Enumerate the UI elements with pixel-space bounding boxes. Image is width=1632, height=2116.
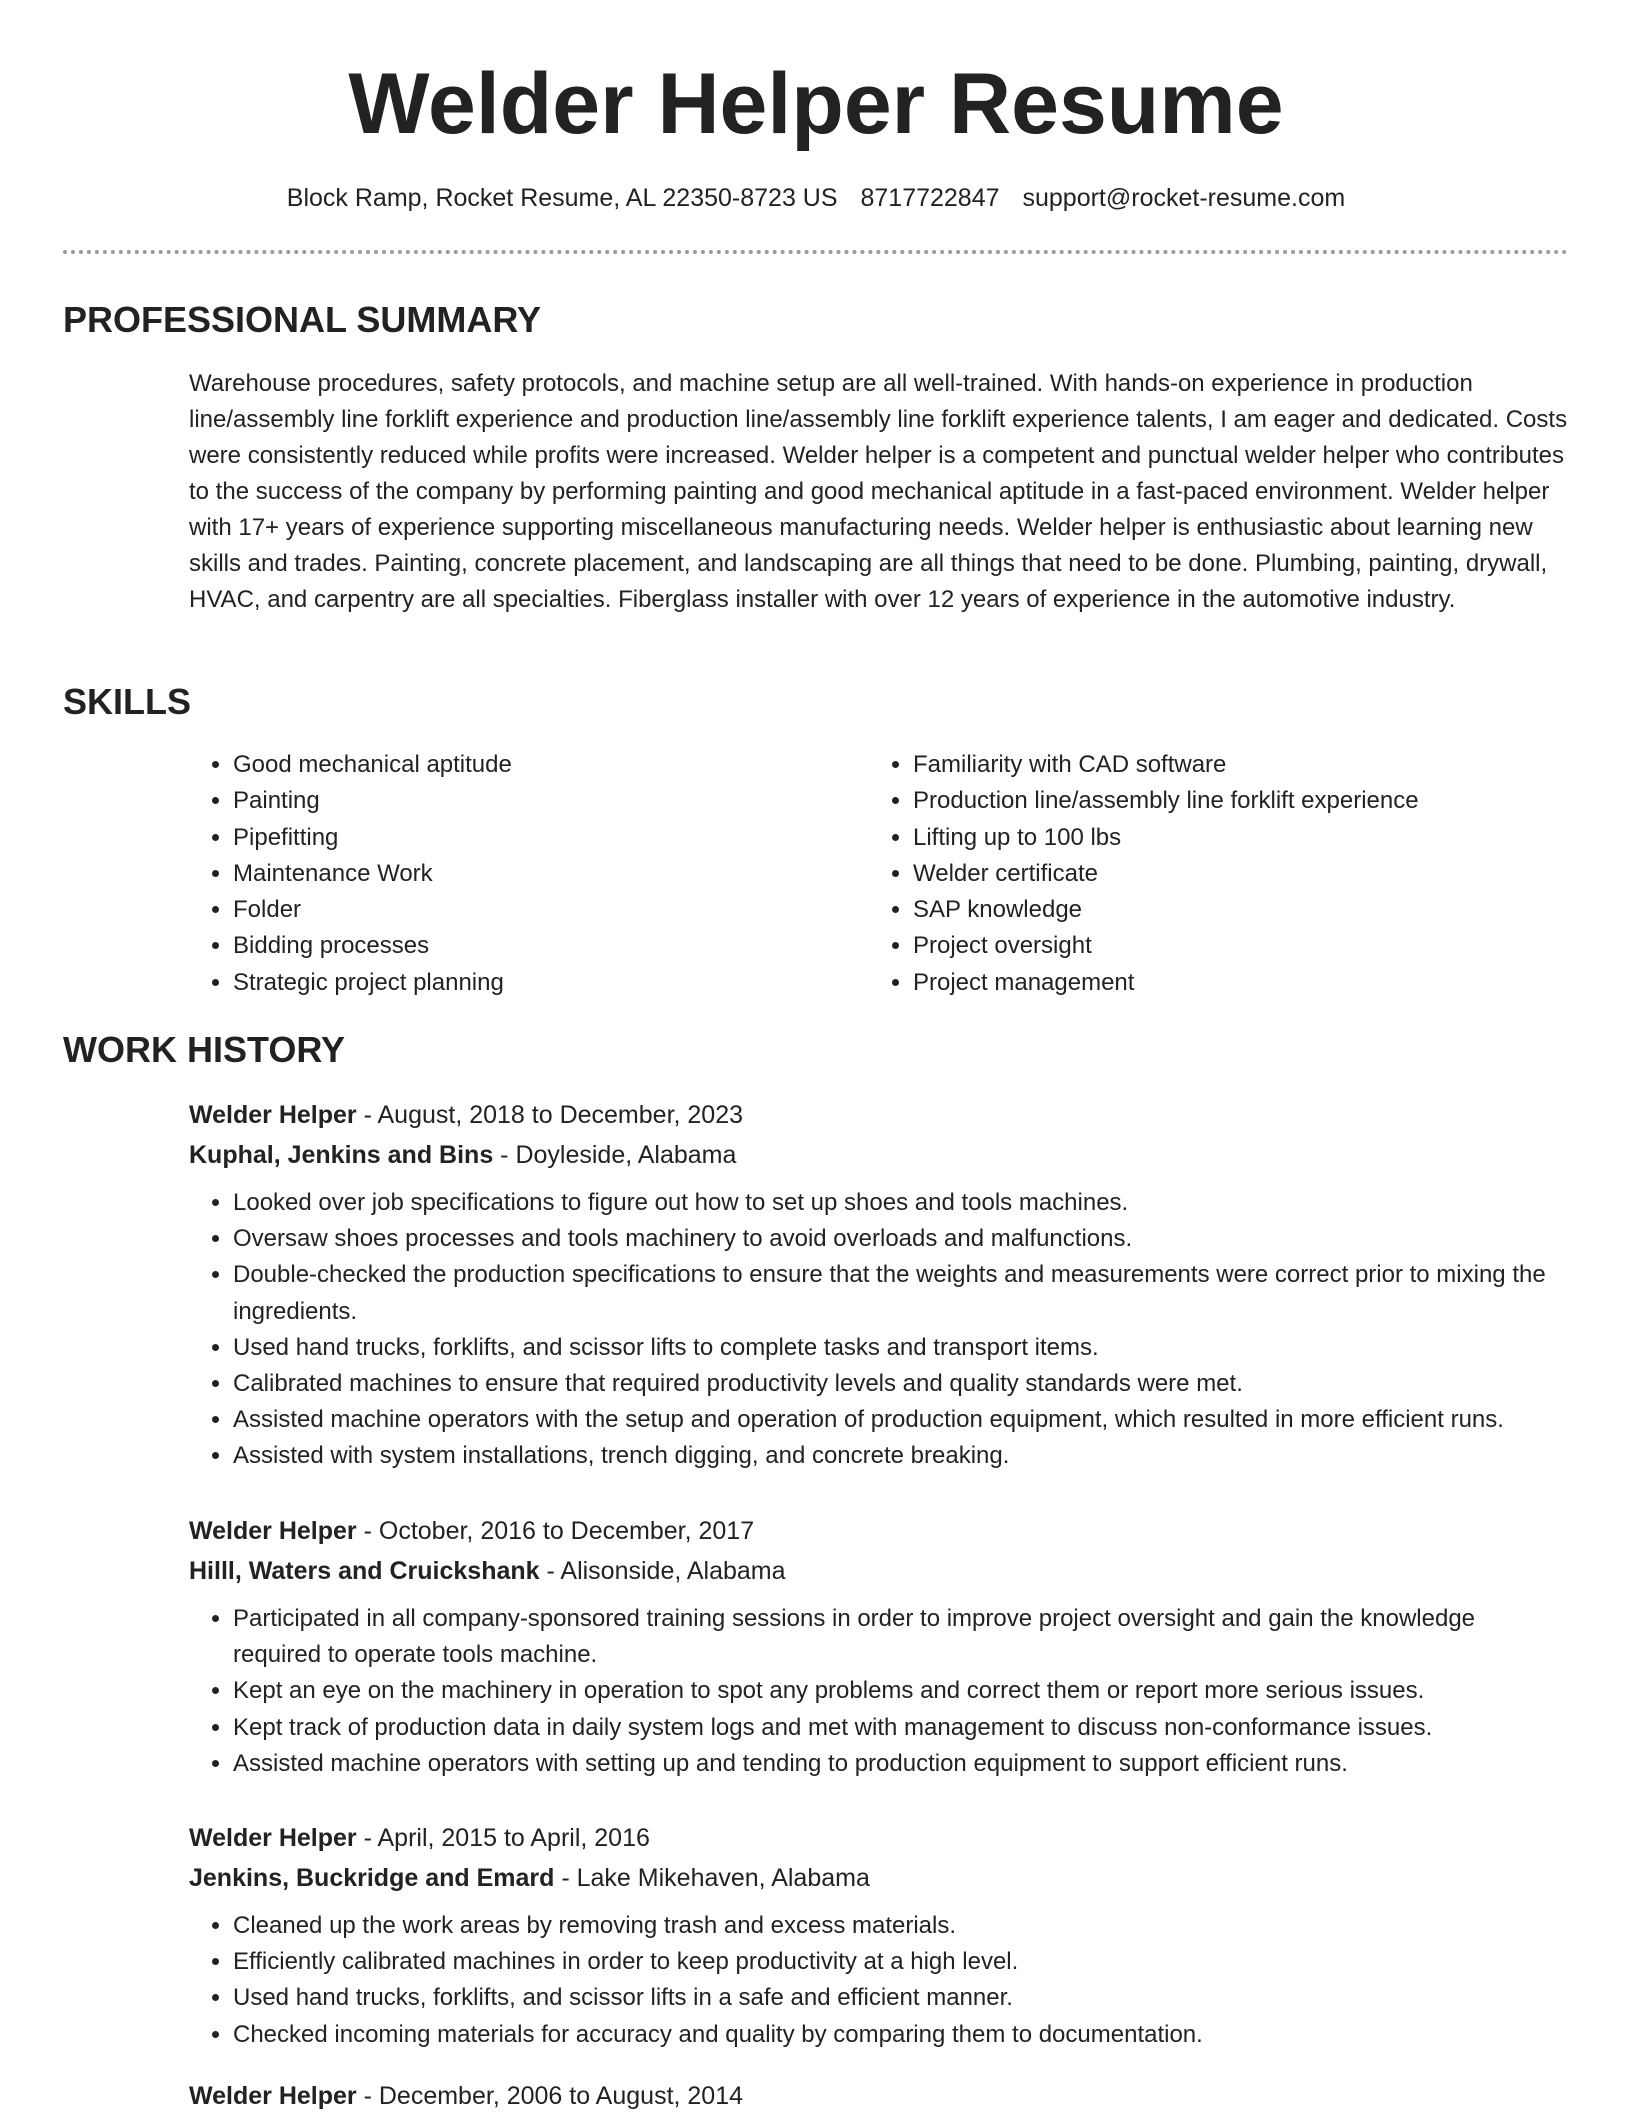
job-location: - Lake Mikehaven, Alabama [554,1864,870,1892]
header-divider [63,250,1568,254]
job-dates: - December, 2006 to August, 2014 [356,2082,744,2110]
summary-text: Warehouse procedures, safety protocols, and machine setup are all well-trained. With hands-on experience in production line/assembly line forklift experience and production line/assembly line forklift experience talents, I am eager and dedicated. Costs were consistently reduced while profits were increased. Welder helper is a competent and punctual welder helper who contributes to the success of the company by performing painting and good mechanical aptitude in a fast-paced environment. Welder helper with 17+ years of experience supporting miscellaneous manufacturing needs. Welder helper is enthusiastic about learning new skills and trades. Painting, concrete placement, and landscaping are all things that need to be done. Plumbing, painting, drywall, HVAC, and carpentry are all specialties. Fiberglass installer with over 12 years of experience in the automotive industry. [189,370,1568,613]
job-bullet: • Checked incoming materials for accuracy and quality by comparing them to documentation. [233,2017,1569,2053]
skill-item: • Lifting up to 100 lbs [913,820,1593,856]
job-bullet: • Oversaw shoes processes and tools machinery to avoid overloads and malfunctions. [233,1221,1569,1257]
job-title-line [189,2076,1569,2116]
job-bullet: • Used hand trucks, forklifts, and scissor lifts to complete tasks and transport items. [233,1330,1569,1366]
skill-item: • Maintenance Work [233,856,853,892]
job-bullet: • Double-checked the production specifications to ensure that the weights and measurements were correct prior to mixing the ingredients. [233,1257,1569,1329]
job-company-line [189,1858,1569,1898]
contact-phone: 8717722847 [860,184,1000,212]
job-bullet: • Kept an eye on the machinery in operation to spot any problems and correct them or report more serious issues. [233,1673,1569,1709]
skill-item: • Painting [233,783,853,819]
resume-title: Welder Helper Resume [348,56,1284,152]
job-bullet: • Looked over job specifications to figure out how to set up shoes and tools machines. [233,1185,1569,1221]
job-bullet: • Calibrated machines to ensure that required productivity levels and quality standards were met. [233,1366,1569,1402]
job-title: Welder Helper [189,1517,357,1545]
skill-item: • Production line/assembly line forklift experience [913,783,1593,819]
skill-item: • Project management [913,965,1593,1001]
job-company: Kuphal, Jenkins and Bins [189,1141,494,1169]
job-bullet: • Cleaned up the work areas by removing trash and excess materials. [233,1908,1569,1944]
skill-item: • Project oversight [913,928,1593,964]
job-dates: - August, 2018 to December, 2023 [356,1101,744,1129]
skill-item: • Bidding processes [233,928,853,964]
job-entry [189,2076,1569,2116]
summary-heading: PROFESSIONAL SUMMARY [63,299,542,340]
skills-list-left [189,747,853,1001]
contact-email: support@rocket-resume.com [1022,184,1346,212]
skill-item: • Familiarity with CAD software [913,747,1593,783]
skills-list-right [869,747,1593,1001]
job-bullets [189,1601,1569,1782]
job-dates: - October, 2016 to December, 2017 [356,1517,755,1545]
skills-heading: SKILLS [63,681,192,722]
job-title-line [189,1511,1569,1551]
job-title-line [189,1818,1569,1858]
job-entry [189,1095,1569,1475]
job-bullets [189,1185,1569,1475]
job-bullet: • Efficiently calibrated machines in order to keep productivity at a high level. [233,1944,1569,1980]
job-dates: - April, 2015 to April, 2016 [356,1824,650,1852]
work-history-heading: WORK HISTORY [63,1029,346,1070]
job-location: - Alisonside, Alabama [539,1557,786,1585]
job-bullets [189,1908,1569,2053]
job-bullet: • Participated in all company-sponsored training sessions in order to improve project oversight and gain the knowledge required to operate tools machine. [233,1601,1569,1673]
job-title: Welder Helper [189,2082,357,2110]
job-company-line [189,1135,1569,1175]
skill-item: • Strategic project planning [233,965,853,1001]
job-bullet: • Assisted machine operators with the setup and operation of production equipment, which resulted in more efficient runs. [233,1402,1569,1438]
job-company: Hilll, Waters and Cruickshank [189,1557,540,1585]
job-bullet: • Assisted with system installations, trench digging, and concrete breaking. [233,1438,1569,1474]
job-location: - Doyleside, Alabama [493,1141,737,1169]
job-company: Jenkins, Buckridge and Emard [189,1864,555,1892]
job-title-line [189,1095,1569,1135]
job-title: Welder Helper [189,1101,357,1129]
job-entry [189,1511,1569,1782]
job-bullet: • Used hand trucks, forklifts, and scissor lifts in a safe and efficient manner. [233,1980,1569,2016]
skill-item: • Folder [233,892,853,928]
job-bullet: • Assisted machine operators with setting up and tending to production equipment to support efficient runs. [233,1746,1569,1782]
skill-item: • Pipefitting [233,820,853,856]
contact-address: Block Ramp, Rocket Resume, AL 22350-8723 US [286,184,838,212]
job-entry [189,1818,1569,2053]
contact-line [0,182,1632,214]
skill-item: • Good mechanical aptitude [233,747,853,783]
skill-item: • Welder certificate [913,856,1593,892]
job-company-line [189,1551,1569,1591]
job-title: Welder Helper [189,1824,357,1852]
job-bullet: • Kept track of production data in daily system logs and met with management to discuss non-conformance issues. [233,1710,1569,1746]
skill-item: • SAP knowledge [913,892,1593,928]
